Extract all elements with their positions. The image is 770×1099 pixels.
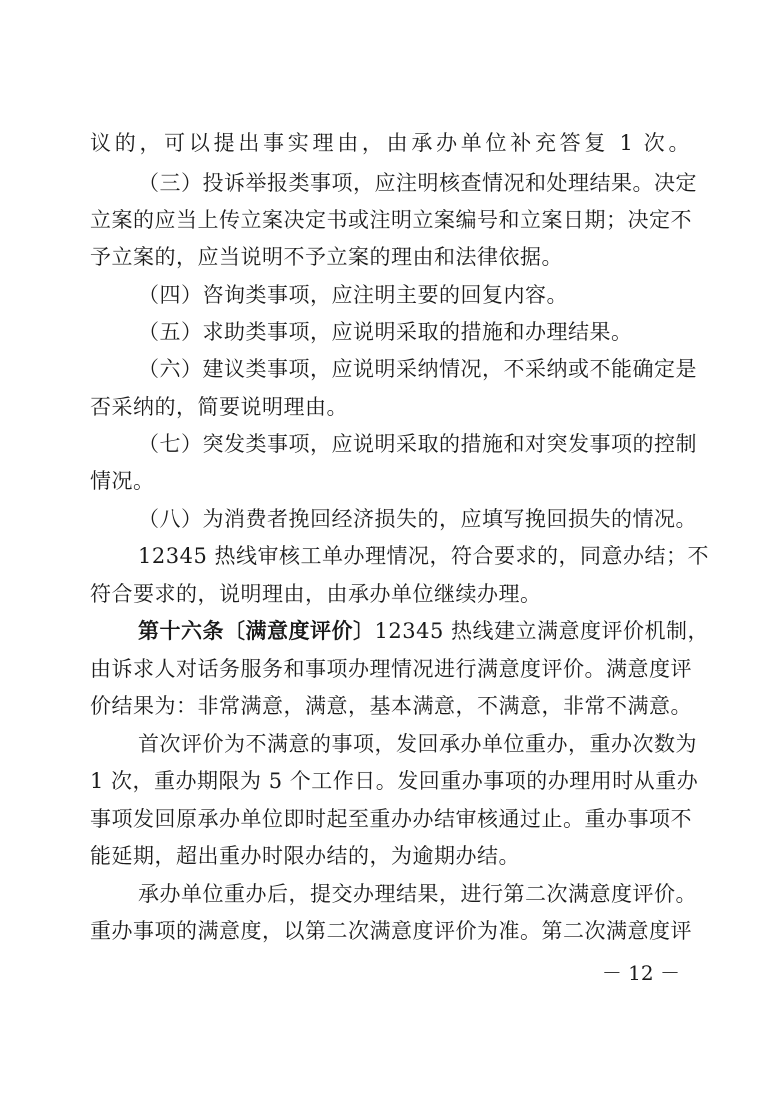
text-line: 12345 热线审核工单办理情况，符合要求的，同意办结；不 xyxy=(138,544,709,568)
text-line: 由诉求人对话务服务和事项办理情况进行满意度评价。满意度评 xyxy=(90,657,692,681)
text-line: （六）建议类事项，应说明采纳情况，不采纳或不能确定是 xyxy=(138,357,697,381)
text-line: 1 次，重办期限为 5 个工作日。发回重办事项的办理用时从重办 xyxy=(90,769,699,793)
text-line: 情况。 xyxy=(90,469,155,493)
text-line: （三）投诉举报类事项，应注明核查情况和处理结果。决定 xyxy=(138,171,697,195)
text-line: 予立案的，应当说明不予立案的理由和法律依据。 xyxy=(90,245,563,269)
text-line: 议的，可以提出事实理由，由承办单位补充答复 1 次。 xyxy=(90,131,690,155)
text-line: （七）突发类事项，应说明采取的措施和对突发事项的控制 xyxy=(138,432,697,456)
text-line: （八）为消费者挽回经济损失的，应填写挽回损失的情况。 xyxy=(138,507,697,531)
text-line: 符合要求的，说明理由，由承办单位继续办理。 xyxy=(90,582,542,606)
page-number: － 12 － xyxy=(601,961,680,985)
text-line: 承办单位重办后，提交办理结果，进行第二次满意度评价。 xyxy=(138,882,697,906)
article-16-line xyxy=(138,616,709,646)
text-line: 首次评价为不满意的事项，发回承办单位重办，重办次数为 xyxy=(138,732,697,756)
text-line: （四）咨询类事项，应注明主要的回复内容。 xyxy=(138,283,568,307)
article-text: 12345 热线建立满意度评价机制， xyxy=(374,619,709,643)
text-line: （五）求助类事项，应说明采取的措施和办理结果。 xyxy=(138,320,633,344)
text-line: 重办事项的满意度，以第二次满意度评价为准。第二次满意度评 xyxy=(90,919,692,943)
text-line: 事项发回原承办单位即时起至重办办结审核通过止。重办事项不 xyxy=(90,807,692,831)
text-line: 能延期，超出重办时限办结的，为逾期办结。 xyxy=(90,844,520,868)
text-line: 立案的应当上传立案决定书或注明立案编号和立案日期；决定不 xyxy=(90,208,692,232)
text-line: 价结果为：非常满意，满意，基本满意，不满意，非常不满意。 xyxy=(90,694,692,718)
text-line: 否采纳的，简要说明理由。 xyxy=(90,395,348,419)
article-heading: 第十六条〔满意度评价〕 xyxy=(138,618,375,643)
